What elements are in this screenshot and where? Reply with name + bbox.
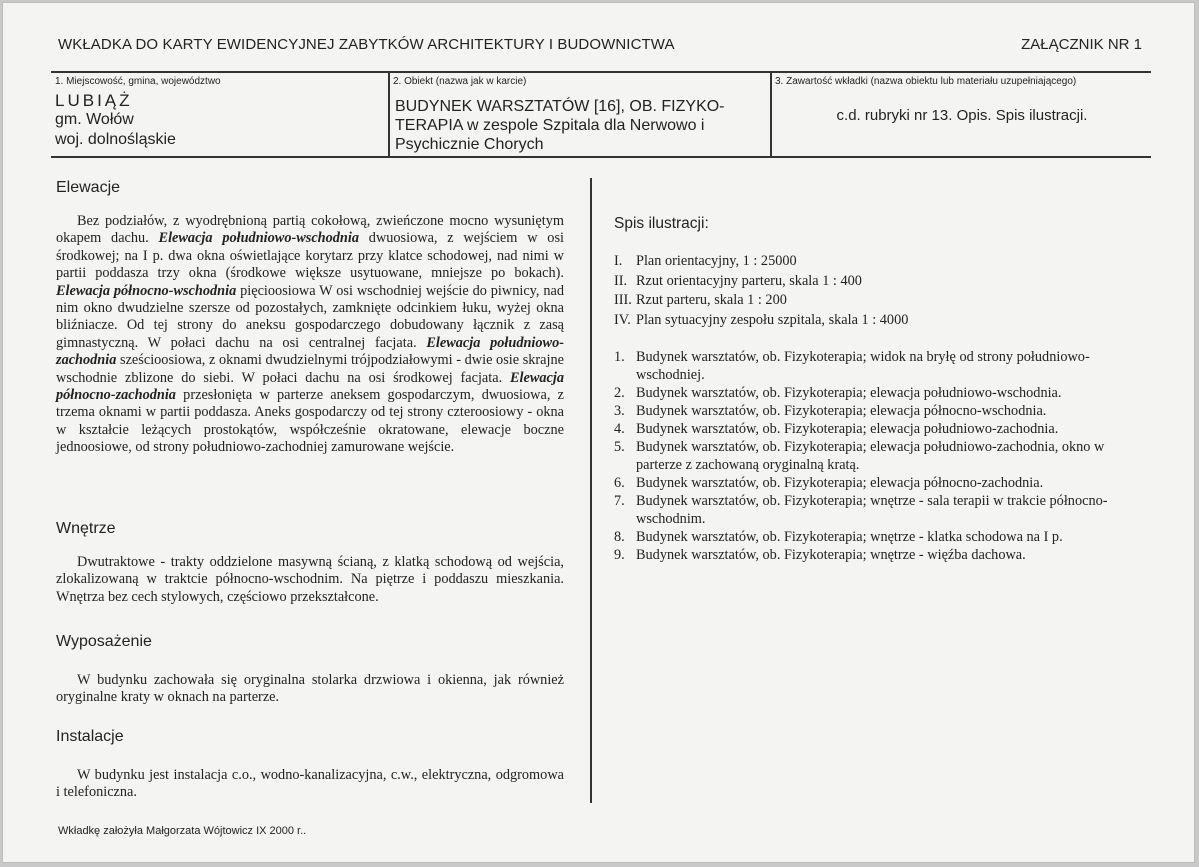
list-item: 7. Budynek warsztatów, ob. Fizykoterapia; wnętrze - sala terapii w trakcie północno-wschodnim. — [614, 493, 1108, 527]
list-item: IV. Plan sytuacyjny zespołu szpitala, skala 1 : 4000 — [614, 311, 909, 328]
wnetrze-text: Dwutraktowe - trakty oddzielone masywną ścianą, z klatką schodową od wejścia, zlokalizowaną w traktcie północno-wschodnim. Na piętrze i poddaszu mieszkania. Wnętrza bez cech stylowych, częściowo przekształcone. — [56, 554, 564, 605]
emphasis-nw: Elewacja północno-zachodnia — [56, 369, 564, 404]
list-item: 5. Budynek warsztatów, ob. Fizykoterapia; elewacja południowo-zachodnia, okno w parterze z zachowaną oryginalną kratą. — [614, 439, 1105, 473]
list-item: 8. Budynek warsztatów, ob. Fizykoterapia; wnętrze - klatka schodowa na I p. — [614, 529, 1063, 545]
object-name: BUDYNEK WARSZTATÓW [16], OB. FIZYKO-TERAPIA w zespole Szpitala dla Nerwowo i Psychicznie Chorych — [395, 98, 725, 153]
plan-list — [614, 252, 908, 330]
commune: gm. Wołów — [55, 111, 134, 128]
elewacje-text: Bez podziałów, z wyodrębnioną partią cokołową, zwieńczone mocno wysuniętym okapem dachu. Elewacja południowo-wschodnia dwuosiowa, z wejściem w osi środkowej; na I p. dwa okna oświetlające korytarz przy klatce schodowej, nad nimi w partii poddasza trzy okna (środkowe większe usytuowane, mniejsze po bokach). Elewacja północno-wschodnia pięcioosiowa W osi wschodniej wejście do piwnicy, nad nim okno dwudzielne szersze od pozostałych, zamknięte odcinkiem łuku, wyżej okna bliźniacze. Od tej strony do aneksu gospodarczego dobudowany łącznik z zasą gimnastyczną. W połaci dachu na osi centralnej facjata. Elewacja południowo-zachodnia sześcioosiowa, z oknami dwudzielnymi trójpodziałowymi - dwie osie skrajne wschodnie zblizone do siebi. W połaci dachu na osi środkowej facjata. Elewacja północno-zachodnia przesłonięta w parterze aneksem gospodarczym, dwuosiowa, z trzema oknami w partii poddasza. Aneks gospodarczy od tej strony czteroosiowy - okna w kształcie leżących prostokątów, współcześnie okratowane, elewacje boczne jednoosiowe, od strony południowo-zachodniej zamurowane wejście. — [56, 213, 565, 456]
contents-label: 3. Zawartość wkładki (nazwa obiektu lub materiału uzupełniającego) — [775, 76, 1077, 87]
heading-wyposazenie: Wyposażenie — [56, 633, 152, 650]
emphasis-sw: Elewacja południowo-zachodnia — [56, 334, 564, 369]
card-title: WKŁADKA DO KARTY EWIDENCYJNEJ ZABYTKÓW ARCHITEKTURY I BUDOWNICTWA — [58, 36, 675, 53]
emphasis-ne: Elewacja północno-wschodnia — [56, 282, 237, 299]
illustrations-heading: Spis ilustracji: — [614, 215, 709, 232]
list-item: II. Rzut orientacyjny parteru, skala 1 : 400 — [614, 272, 862, 289]
list-item: I. Plan orientacyjny, 1 : 25000 — [614, 253, 797, 269]
location-label: 1. Miejscowość, gmina, województwo — [55, 76, 221, 87]
list-item: 6. Budynek warsztatów, ob. Fizykoterapia; elewacja północno-zachodnia. — [614, 475, 1044, 491]
province: woj. dolnośląskie — [55, 131, 176, 148]
attachment-number: ZAŁĄCZNIK NR 1 — [1021, 36, 1142, 53]
top-rule — [51, 71, 1151, 73]
box-divider-1 — [388, 72, 390, 157]
object-label: 2. Obiekt (nazwa jak w karcie) — [393, 76, 527, 87]
list-item: III. Rzut parteru, skala 1 : 200 — [614, 292, 787, 308]
place-name: LUBIĄŻ — [55, 91, 133, 110]
photo-list — [614, 348, 1151, 564]
list-item: 9. Budynek warsztatów, ob. Fizykoterapia; wnętrze - więźba dachowa. — [614, 547, 1026, 563]
list-item: 2. Budynek warsztatów, ob. Fizykoterapia; elewacja południowo-wschodnia. — [614, 385, 1062, 401]
list-item: 1. Budynek warsztatów, ob. Fizykoterapia; widok na bryłę od strony południowo-wschodniej. — [614, 349, 1090, 383]
contents-value: c.d. rubryki nr 13. Opis. Spis ilustracji. — [836, 107, 1088, 124]
wyposazenie-text: W budynku zachowała się oryginalna stolarka drzwiowa i okienna, jak również oryginalne kraty w oknach na parterze. — [56, 672, 564, 706]
record-card — [2, 2, 1195, 863]
column-divider — [590, 178, 592, 803]
list-item: 3. Budynek warsztatów, ob. Fizykoterapia; elewacja północno-wschodnia. — [614, 403, 1047, 419]
list-item: 4. Budynek warsztatów, ob. Fizykoterapia; elewacja południowo-zachodnia. — [614, 421, 1059, 437]
box-divider-2 — [770, 72, 772, 157]
box-rule-bottom — [51, 156, 1151, 158]
emphasis-se: Elewacja południowo-wschodnia — [158, 230, 359, 247]
heading-elewacje: Elewacje — [56, 179, 121, 196]
author-note: Wkładkę założyła Małgorzata Wójtowicz IX 2000 r.. — [58, 825, 307, 837]
heading-wnetrze: Wnętrze — [56, 520, 116, 537]
heading-instalacje: Instalacje — [56, 728, 124, 745]
instalacje-text: W budynku jest instalacja c.o., wodno-kanalizacyjna, c.w., elektryczna, odgromowa i telefoniczna. — [56, 767, 564, 801]
